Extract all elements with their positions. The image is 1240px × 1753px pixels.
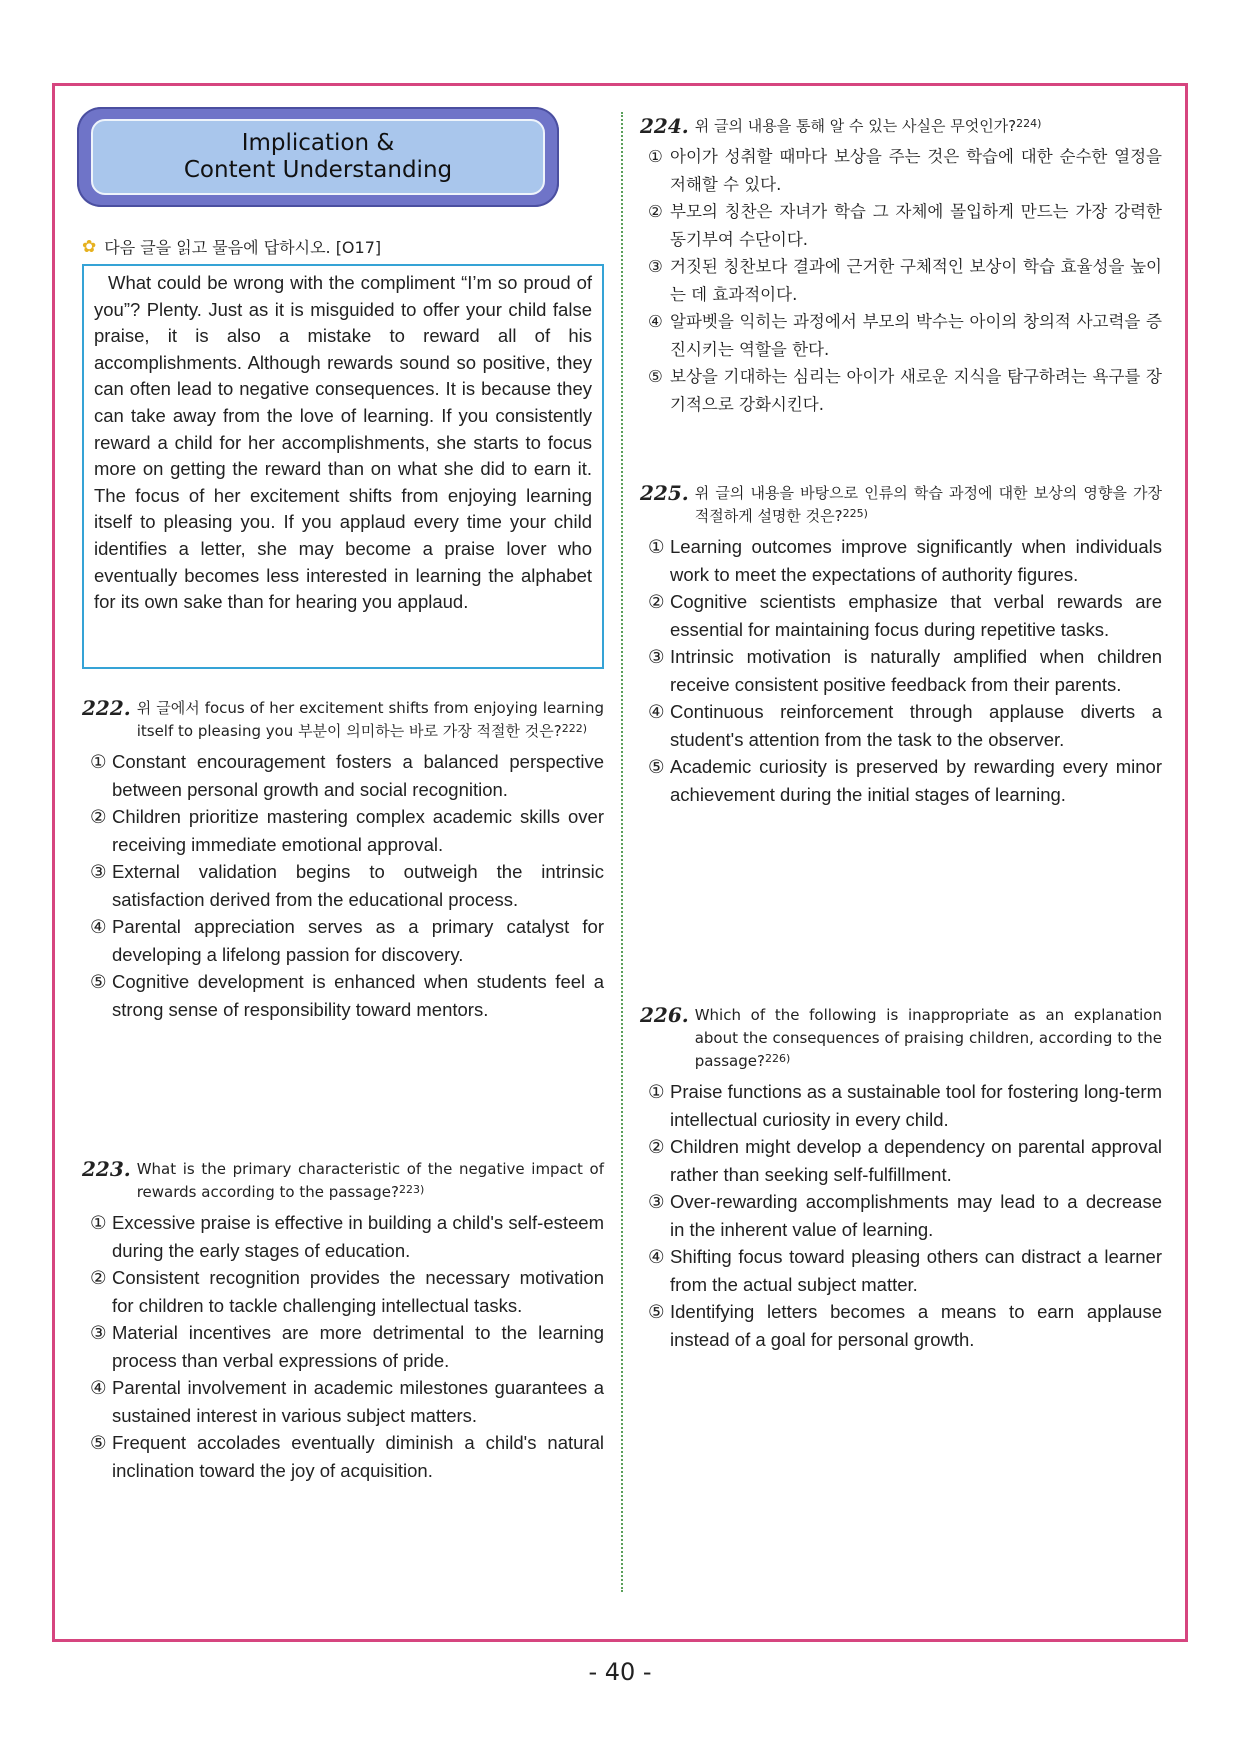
- page-number: - 40 -: [588, 1658, 652, 1686]
- footnote-ref: 222): [561, 722, 588, 735]
- footnote-ref: 224): [1016, 117, 1042, 130]
- question-222: [82, 697, 604, 1023]
- option-2[interactable]: ② Consistent recognition provides the necessary motivation for children to tackle challenging intellectual tasks.: [90, 1267, 604, 1316]
- question-header: [640, 115, 1162, 138]
- question-number: 223.: [82, 1157, 131, 1181]
- option-5[interactable]: ⑤ Frequent accolades eventually diminish a child's natural inclination toward the joy of acquisition.: [90, 1432, 604, 1481]
- question-text: Which of the following is inappropriate as an explanation about the consequences of praising children, according to the passage?$^{226)}$: [694, 1006, 1162, 1070]
- option-4[interactable]: ④ Continuous reinforcement through applause diverts a student's attention from the task to the observer.: [648, 701, 1162, 750]
- question-224: [640, 115, 1162, 418]
- option-3[interactable]: ③ External validation begins to outweigh the intrinsic satisfaction derived from the educational process.: [90, 861, 604, 910]
- question-text: What is the primary characteristic of the negative impact of rewards according to the passage?$^{223)}$: [136, 1160, 604, 1201]
- question-number: 226.: [640, 1003, 689, 1027]
- option-1[interactable]: ① Learning outcomes improve significantly when individuals work to meet the expectations of authority figures.: [648, 536, 1162, 585]
- option-3[interactable]: ③ 거짓된 칭찬보다 결과에 근거한 구체적인 보상이 학습 효율성을 높이는 데 효과적이다.: [648, 257, 1162, 304]
- question-text: 위 글의 내용을 바탕으로 인류의 학습 과정에 대한 보상의 영향을 가장 적절하게 설명한 것은?$^{225)}$: [694, 484, 1162, 525]
- question-text: 위 글의 내용을 통해 알 수 있는 사실은 무엇인가?$^{224)}$: [694, 117, 1042, 135]
- option-2[interactable]: ② Children might develop a dependency on parental approval rather than seeking self-fulfillment.: [648, 1136, 1162, 1185]
- option-3[interactable]: ③ Intrinsic motivation is naturally amplified when children receive consistent positive feedback from their parents.: [648, 646, 1162, 695]
- option-2[interactable]: ② Cognitive scientists emphasize that verbal rewards are essential for maintaining focus during repetitive tasks.: [648, 591, 1162, 640]
- option-4[interactable]: ④ Parental involvement in academic milestones guarantees a sustained interest in various subject matters.: [90, 1377, 604, 1426]
- question-223: [82, 1158, 604, 1484]
- section-title-line-1: Implication &: [241, 130, 395, 156]
- footnote-ref: 225): [842, 507, 868, 520]
- section-title-badge: [77, 107, 559, 207]
- option-5[interactable]: ⑤ Cognitive development is enhanced when students feel a strong sense of responsibility toward mentors.: [90, 971, 604, 1020]
- section-title-inner: [91, 119, 545, 195]
- option-2[interactable]: ② Children prioritize mastering complex academic skills over receiving immediate emotional approval.: [90, 806, 604, 855]
- section-title-line-2: Content Understanding: [183, 157, 453, 183]
- option-1[interactable]: ① Praise functions as a sustainable tool for fostering long-term intellectual curiosity in every child.: [648, 1081, 1162, 1130]
- column-divider: [621, 112, 623, 1592]
- option-1[interactable]: ① 아이가 성취할 때마다 보상을 주는 것은 학습에 대한 순수한 열정을 저해할 수 있다.: [648, 147, 1162, 194]
- question-text: 위 글에서 focus of her excitement shifts from enjoying learning itself to pleasing you 부분이 의미하는 바로 가장 적절한 것은?$^{222)}$: [136, 699, 604, 740]
- question-header: [640, 482, 1162, 528]
- option-4[interactable]: ④ Parental appreciation serves as a primary catalyst for developing a lifelong passion for discovery.: [90, 916, 604, 965]
- option-2[interactable]: ② 부모의 칭찬은 자녀가 학습 그 자체에 몰입하게 만드는 가장 강력한 동기부여 수단이다.: [648, 202, 1162, 249]
- question-225: [640, 482, 1162, 808]
- question-226: [640, 1004, 1162, 1353]
- footnote-ref: 226): [764, 1052, 791, 1065]
- instruction-text: 다음 글을 읽고 물음에 답하시오. [O17]: [104, 238, 382, 257]
- options-list: [640, 143, 1162, 418]
- option-3[interactable]: ③ Over-rewarding accomplishments may lead to a decrease in the inherent value of learning.: [648, 1191, 1162, 1240]
- reading-passage: What could be wrong with the compliment “I’m so proud of you”? Plenty. Just as it is misguided to offer your child false praise, it is also a mistake to reward all of his accomplishments. Although rewards sound so positive, they can often lead to negative consequences. It is because they can take away from the love of learning. If you consistently reward a child for her accomplishments, she starts to focus more on getting the reward than on what she did to earn it. The focus of her excitement shifts from enjoying learning itself to pleasing you. If you applaud every time your child identifies a letter, she may become a praise lover who eventually becomes less interested in learning the alphabet for its own sake than for hearing you applaud.: [82, 264, 604, 669]
- flower-icon: ✿: [82, 236, 97, 257]
- question-header: [82, 1158, 604, 1204]
- option-1[interactable]: ① Excessive praise is effective in building a child's self-esteem during the early stages of education.: [90, 1212, 604, 1261]
- option-4[interactable]: ④ 알파벳을 익히는 과정에서 부모의 박수는 아이의 창의적 사고력을 증진시키는 역할을 한다.: [648, 312, 1162, 359]
- option-4[interactable]: ④ Shifting focus toward pleasing others can distract a learner from the actual subject matter.: [648, 1246, 1162, 1295]
- question-number: 225.: [640, 481, 689, 505]
- option-5[interactable]: ⑤ Academic curiosity is preserved by rewarding every minor achievement during the initial stages of learning.: [648, 756, 1162, 805]
- footnote-ref: 223): [398, 1183, 425, 1196]
- question-number: 224.: [640, 114, 689, 138]
- instruction: [82, 235, 381, 258]
- question-header: [82, 697, 604, 743]
- option-3[interactable]: ③ Material incentives are more detrimental to the learning process than verbal expressions of pride.: [90, 1322, 604, 1371]
- option-5[interactable]: ⑤ 보상을 기대하는 심리는 아이가 새로운 지식을 탐구하려는 욕구를 장기적으로 강화시킨다.: [648, 367, 1162, 414]
- option-1[interactable]: ① Constant encouragement fosters a balanced perspective between personal growth and social recognition.: [90, 751, 604, 800]
- question-number: 222.: [82, 696, 131, 720]
- question-header: [640, 1004, 1162, 1073]
- options-list: [82, 1209, 604, 1484]
- options-list: [640, 1078, 1162, 1353]
- options-list: [640, 533, 1162, 808]
- options-list: [82, 748, 604, 1023]
- option-5[interactable]: ⑤ Identifying letters becomes a means to earn applause instead of a goal for personal growth.: [648, 1301, 1162, 1350]
